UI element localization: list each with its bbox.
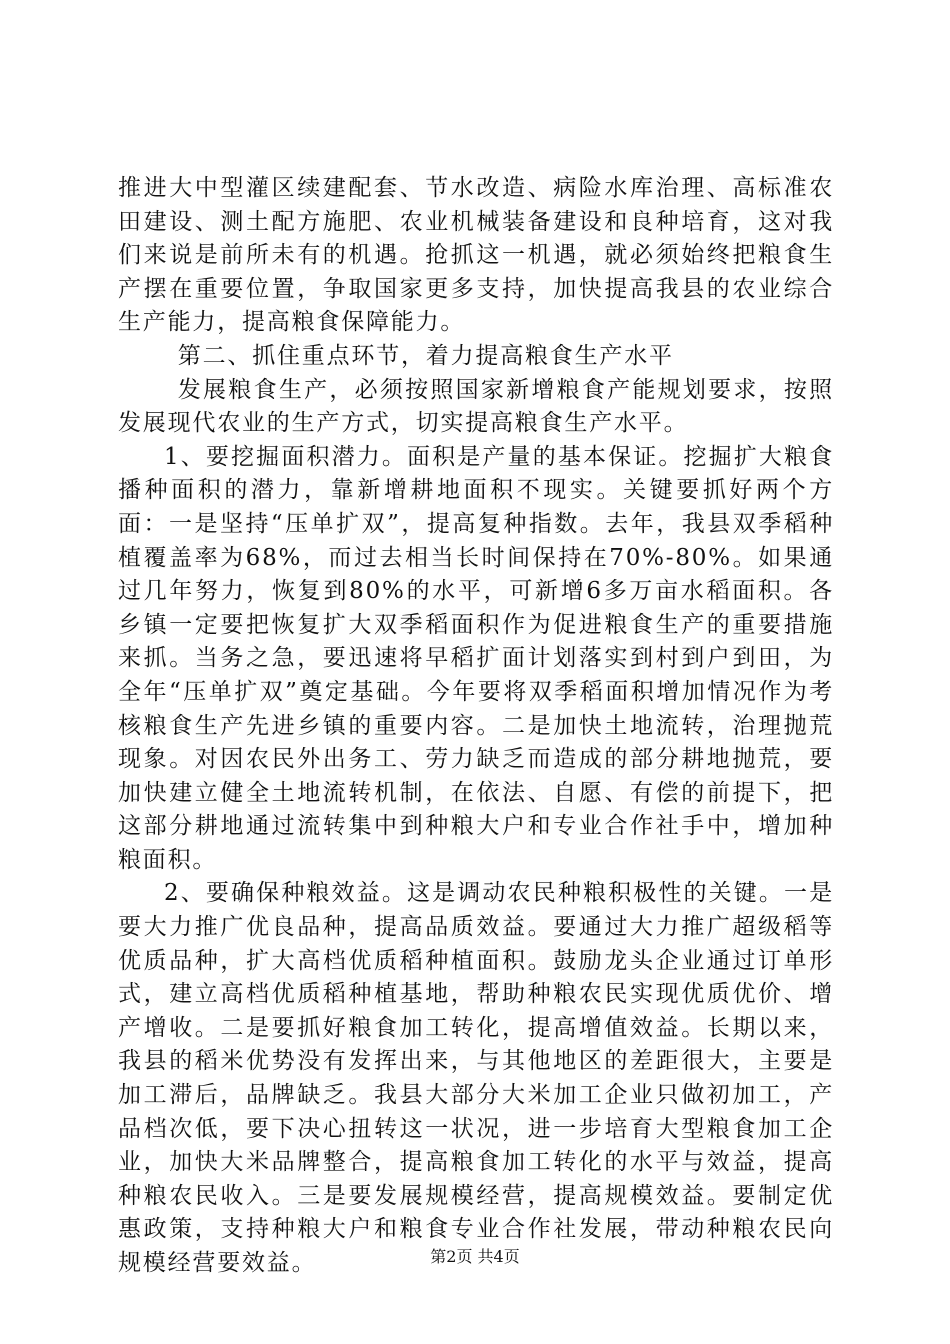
paragraph-item-2: 2、要确保种粮效益。这是调动农民种粮积极性的关键。一是要大力推广优良品种，提高品质效益。要通过大力推广超级稻等优质品种，扩大高档优质稻种植面积。鼓励龙头企业通过订单形式，建立高档优质稻种植基地，帮助种粮农民实现优质优价、增产增收。二是要抓好粮食加工转化，提高增值效益。长期以来，我县的稻米优势没有发挥出来，与其他地区的差距很大，主要是加工滞后，品牌缺乏。我县大部分大米加工企业只做初加工，产品档次低，要下决心扭转这一状况，进一步培育大型粮食加工企业，加快大米品牌整合，提高粮食加工转化的水平与效益，提高种粮农民收入。三是要发展规模经营，提高规模效益。要制定优惠政策，支持种粮大户和粮食专业合作社发展，带动种粮农民向规模经营要效益。 (118, 880, 834, 1276)
page-number-footer: 第2页 共4页 (430, 1247, 520, 1266)
document-body (118, 172, 834, 1281)
paragraph-intro: 发展粮食生产，必须按照国家新增粮食产能规划要求，按照发展现代农业的生产方式，切实提高粮食生产水平。 (118, 376, 834, 437)
paragraph-continuation: 推进大中型灌区续建配套、节水改造、病险水库治理、高标准农田建设、测土配方施肥、农业机械装备建设和良种培育，这对我们来说是前所未有的机遇。抢抓这一机遇，就必须始终把粮食生产摆在重要位置，争取国家更多支持，加快提高我县的农业综合生产能力，提高粮食保障能力。 (118, 175, 834, 336)
section-heading: 第二、抓住重点环节，着力提高粮食生产水平 (177, 342, 674, 369)
paragraph-item-1: 1、要挖掘面积潜力。面积是产量的基本保证。挖掘扩大粮食播种面积的潜力，靠新增耕地面积不现实。关键要抓好两个方面：一是坚持“压单扩双”，提高复种指数。去年，我县双季稻种植覆盖率为68%，而过去相当长时间保持在70%-80%。如果通过几年努力，恢复到80%的水平，可新增6多万亩水稻面积。各乡镇一定要把恢复扩大双季稻面积作为促进粮食生产的重要措施来抓。当务之急，要迅速将早稻扩面计划落实到村到户到田，为全年“压单扩双”奠定基础。今年要将双季稻面积增加情况作为考核粮食生产先进乡镇的重要内容。二是加快土地流转，治理抛荒现象。对因农民外出务工、劳力缺乏而造成的部分耕地抛荒，要加快建立健全土地流转机制，在依法、自愿、有偿的前提下，把这部分耕地通过流转集中到种粮大户和专业合作社手中，增加种粮面积。 (118, 443, 834, 873)
